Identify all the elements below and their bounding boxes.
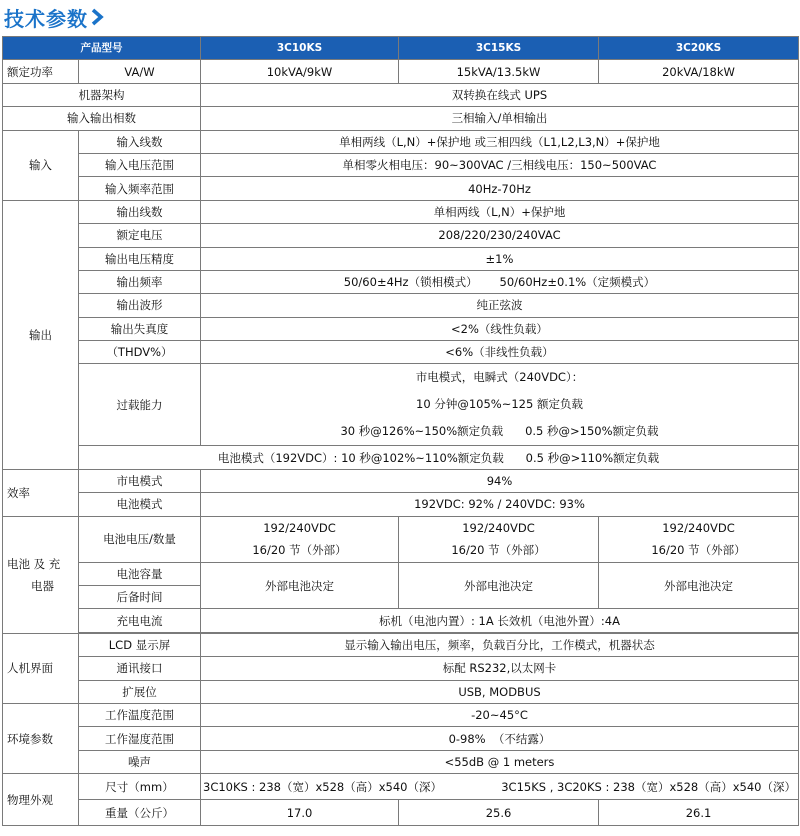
overload-battery-line: 电池模式（192VDC）: 10 秒@102%~110%额定负载 0.5 秒@>110%额定负载 [79,446,799,469]
overload-line: 市电模式，电瞬式（240VDC）： [201,364,799,392]
table-row [3,294,799,317]
hmi-row-label: 通讯接口 [79,657,201,680]
physical-group: 物理外观 [3,774,79,826]
hmi-group: 人机界面 [3,633,79,703]
hmi-row-label: LCD 显示屏 [79,633,201,656]
thd-label-1: 输出失真度 [79,317,201,340]
battery-voltage-line: 192/240VDC [462,521,535,536]
table-row [3,224,799,247]
table-row [3,516,799,562]
efficiency-row-value: 192VDC: 92% / 240VDC: 93% [201,493,799,516]
input-row-label: 输入电压范围 [79,153,201,176]
section-title [4,3,106,31]
table-row [3,469,799,492]
battery-group-line: 电器 [31,578,54,593]
battery-external-3c15ks: 外部电池决定 [399,562,599,609]
hmi-row-value: 标配 RS232,以太网卡 [201,657,799,680]
output-row-value: 纯正弦波 [201,294,799,317]
table-row [3,727,799,750]
environment-row-label: 工作温度范围 [79,703,201,726]
efficiency-group: 效率 [3,469,79,516]
table-row [3,364,799,392]
hmi-row-label: 扩展位 [79,680,201,703]
output-row-label: 输出线数 [79,200,201,223]
overload-line: 10 分钟@105%~125 额定负载 [201,391,799,418]
overload-line: 30 秒@126%~150%额定负载 0.5 秒@>150%额定负载 [201,418,799,446]
environment-row-label: 噪声 [79,750,201,773]
table-row [3,107,799,130]
battery-voltage-line: 192/240VDC [662,521,735,536]
charge-current-value: 标机（电池内置）: 1A 长效机（电池外置）:4A [201,609,799,632]
hmi-row-value: USB, MODBUS [201,680,799,703]
efficiency-row-label: 市电模式 [79,469,201,492]
input-row-label: 输入线数 [79,130,201,153]
output-group: 输出 [3,200,79,469]
input-row-value: 单相两线（L,N）+保护地 或三相四线（L1,L2,L3,N）+保护地 [201,130,799,153]
battery-voltage-label: 电池电压/数量 [79,516,201,562]
output-row-value: 50/60±4Hz（锁相模式） 50/60Hz±0.1%（定频模式） [201,270,799,293]
rated-power-3c20ks: 20kVA/18kW [599,60,799,83]
size-label: 尺寸（mm） [79,774,201,800]
architecture-label: 机器架构 [3,83,201,106]
size-value-3c15ks-3c20ks: 3C15KS , 3C20KS : 238（宽）x528（高）x540（深） [501,779,796,794]
battery-group-line: 电池 及 充 [7,556,61,571]
battery-voltage-3c10ks [201,516,399,562]
environment-row-label: 工作湿度范围 [79,727,201,750]
output-row-label: 额定电压 [79,224,201,247]
header-row [3,37,799,60]
table-row [3,493,799,516]
battery-voltage-3c20ks [599,516,799,562]
battery-capacity-label: 电池容量 [79,562,201,585]
architecture-value: 双转换在线式 UPS [201,83,799,106]
table-row [3,177,799,200]
efficiency-row-label: 电池模式 [79,493,201,516]
thd-nonlinear: <6%（非线性负载） [201,341,799,364]
output-row-value: 208/220/230/240VAC [201,224,799,247]
environment-row-value: 0-98% （不结露） [201,727,799,750]
battery-external-3c20ks: 外部电池决定 [599,562,799,609]
battery-voltage-line: 16/20 节（外部） [252,543,347,558]
table-row [3,703,799,726]
rated-power-3c15ks: 15kVA/13.5kW [399,60,599,83]
weight-3c15ks: 25.6 [399,800,599,826]
table-row [3,130,799,153]
io-phase-label: 输入输出相数 [3,107,201,130]
output-row-value: ±1% [201,247,799,270]
environment-row-value: -20~45°C [201,703,799,726]
battery-voltage-line: 16/20 节（外部） [451,543,546,558]
table-row [3,562,799,585]
rated-power-label: VA/W [79,60,201,83]
battery-external-3c10ks: 外部电池决定 [201,562,399,609]
table-row [3,633,799,656]
model-3c20ks: 3C20KS [599,37,799,60]
table-row [3,247,799,270]
table-row [3,341,799,364]
thd-linear: <2%（线性负载） [201,317,799,340]
section-title-text: 技术参数 [4,6,88,31]
table-row [3,750,799,773]
chevron-right-icon [90,8,106,26]
battery-voltage-3c15ks [399,516,599,562]
battery-group [3,516,79,633]
size-value [201,774,799,800]
table-row [3,680,799,703]
overload-label: 过载能力 [79,364,201,446]
table-row [3,153,799,176]
io-phase-value: 三相输入/单相输出 [201,107,799,130]
weight-label: 重量（公斤） [79,800,201,826]
environment-row-value: <55dB @ 1 meters [201,750,799,773]
size-value-3c10ks: 3C10KS : 238（宽）x528（高）x540（深） [203,779,442,794]
table-row [3,270,799,293]
table-row [3,609,799,632]
output-row-label: 输出电压精度 [79,247,201,270]
model-label: 产品型号 [3,37,201,60]
thd-label-2: （THDV%） [79,341,201,364]
battery-voltage-line: 192/240VDC [263,521,336,536]
environment-group: 环境参数 [3,703,79,773]
rated-power-group: 额定功率 [3,60,79,83]
input-row-value: 40Hz-70Hz [201,177,799,200]
table-row [3,60,799,83]
hmi-row-value: 显示输入输出电压，频率，负载百分比，工作模式，机器状态 [201,633,799,656]
table-row [3,83,799,106]
input-group: 输入 [3,130,79,200]
battery-voltage-line: 16/20 节（外部） [651,543,746,558]
output-row-label: 输出波形 [79,294,201,317]
table-row [3,200,799,223]
weight-3c10ks: 17.0 [201,800,399,826]
table-row [3,657,799,680]
output-row-label: 输出频率 [79,270,201,293]
table-row [3,800,799,826]
weight-3c20ks: 26.1 [599,800,799,826]
backup-time-label: 后备时间 [79,586,201,609]
input-row-value: 单相零火相电压：90~300VAC /三相线电压：150~500VAC [201,153,799,176]
spec-table [2,36,799,826]
output-row-value: 单相两线（L,N）+保护地 [201,200,799,223]
model-3c10ks: 3C10KS [201,37,399,60]
table-row [3,774,799,800]
charge-current-label: 充电电流 [79,609,201,632]
efficiency-row-value: 94% [201,469,799,492]
table-row [3,317,799,340]
model-3c15ks: 3C15KS [399,37,599,60]
input-row-label: 输入频率范围 [79,177,201,200]
table-row [3,446,799,469]
rated-power-3c10ks: 10kVA/9kW [201,60,399,83]
